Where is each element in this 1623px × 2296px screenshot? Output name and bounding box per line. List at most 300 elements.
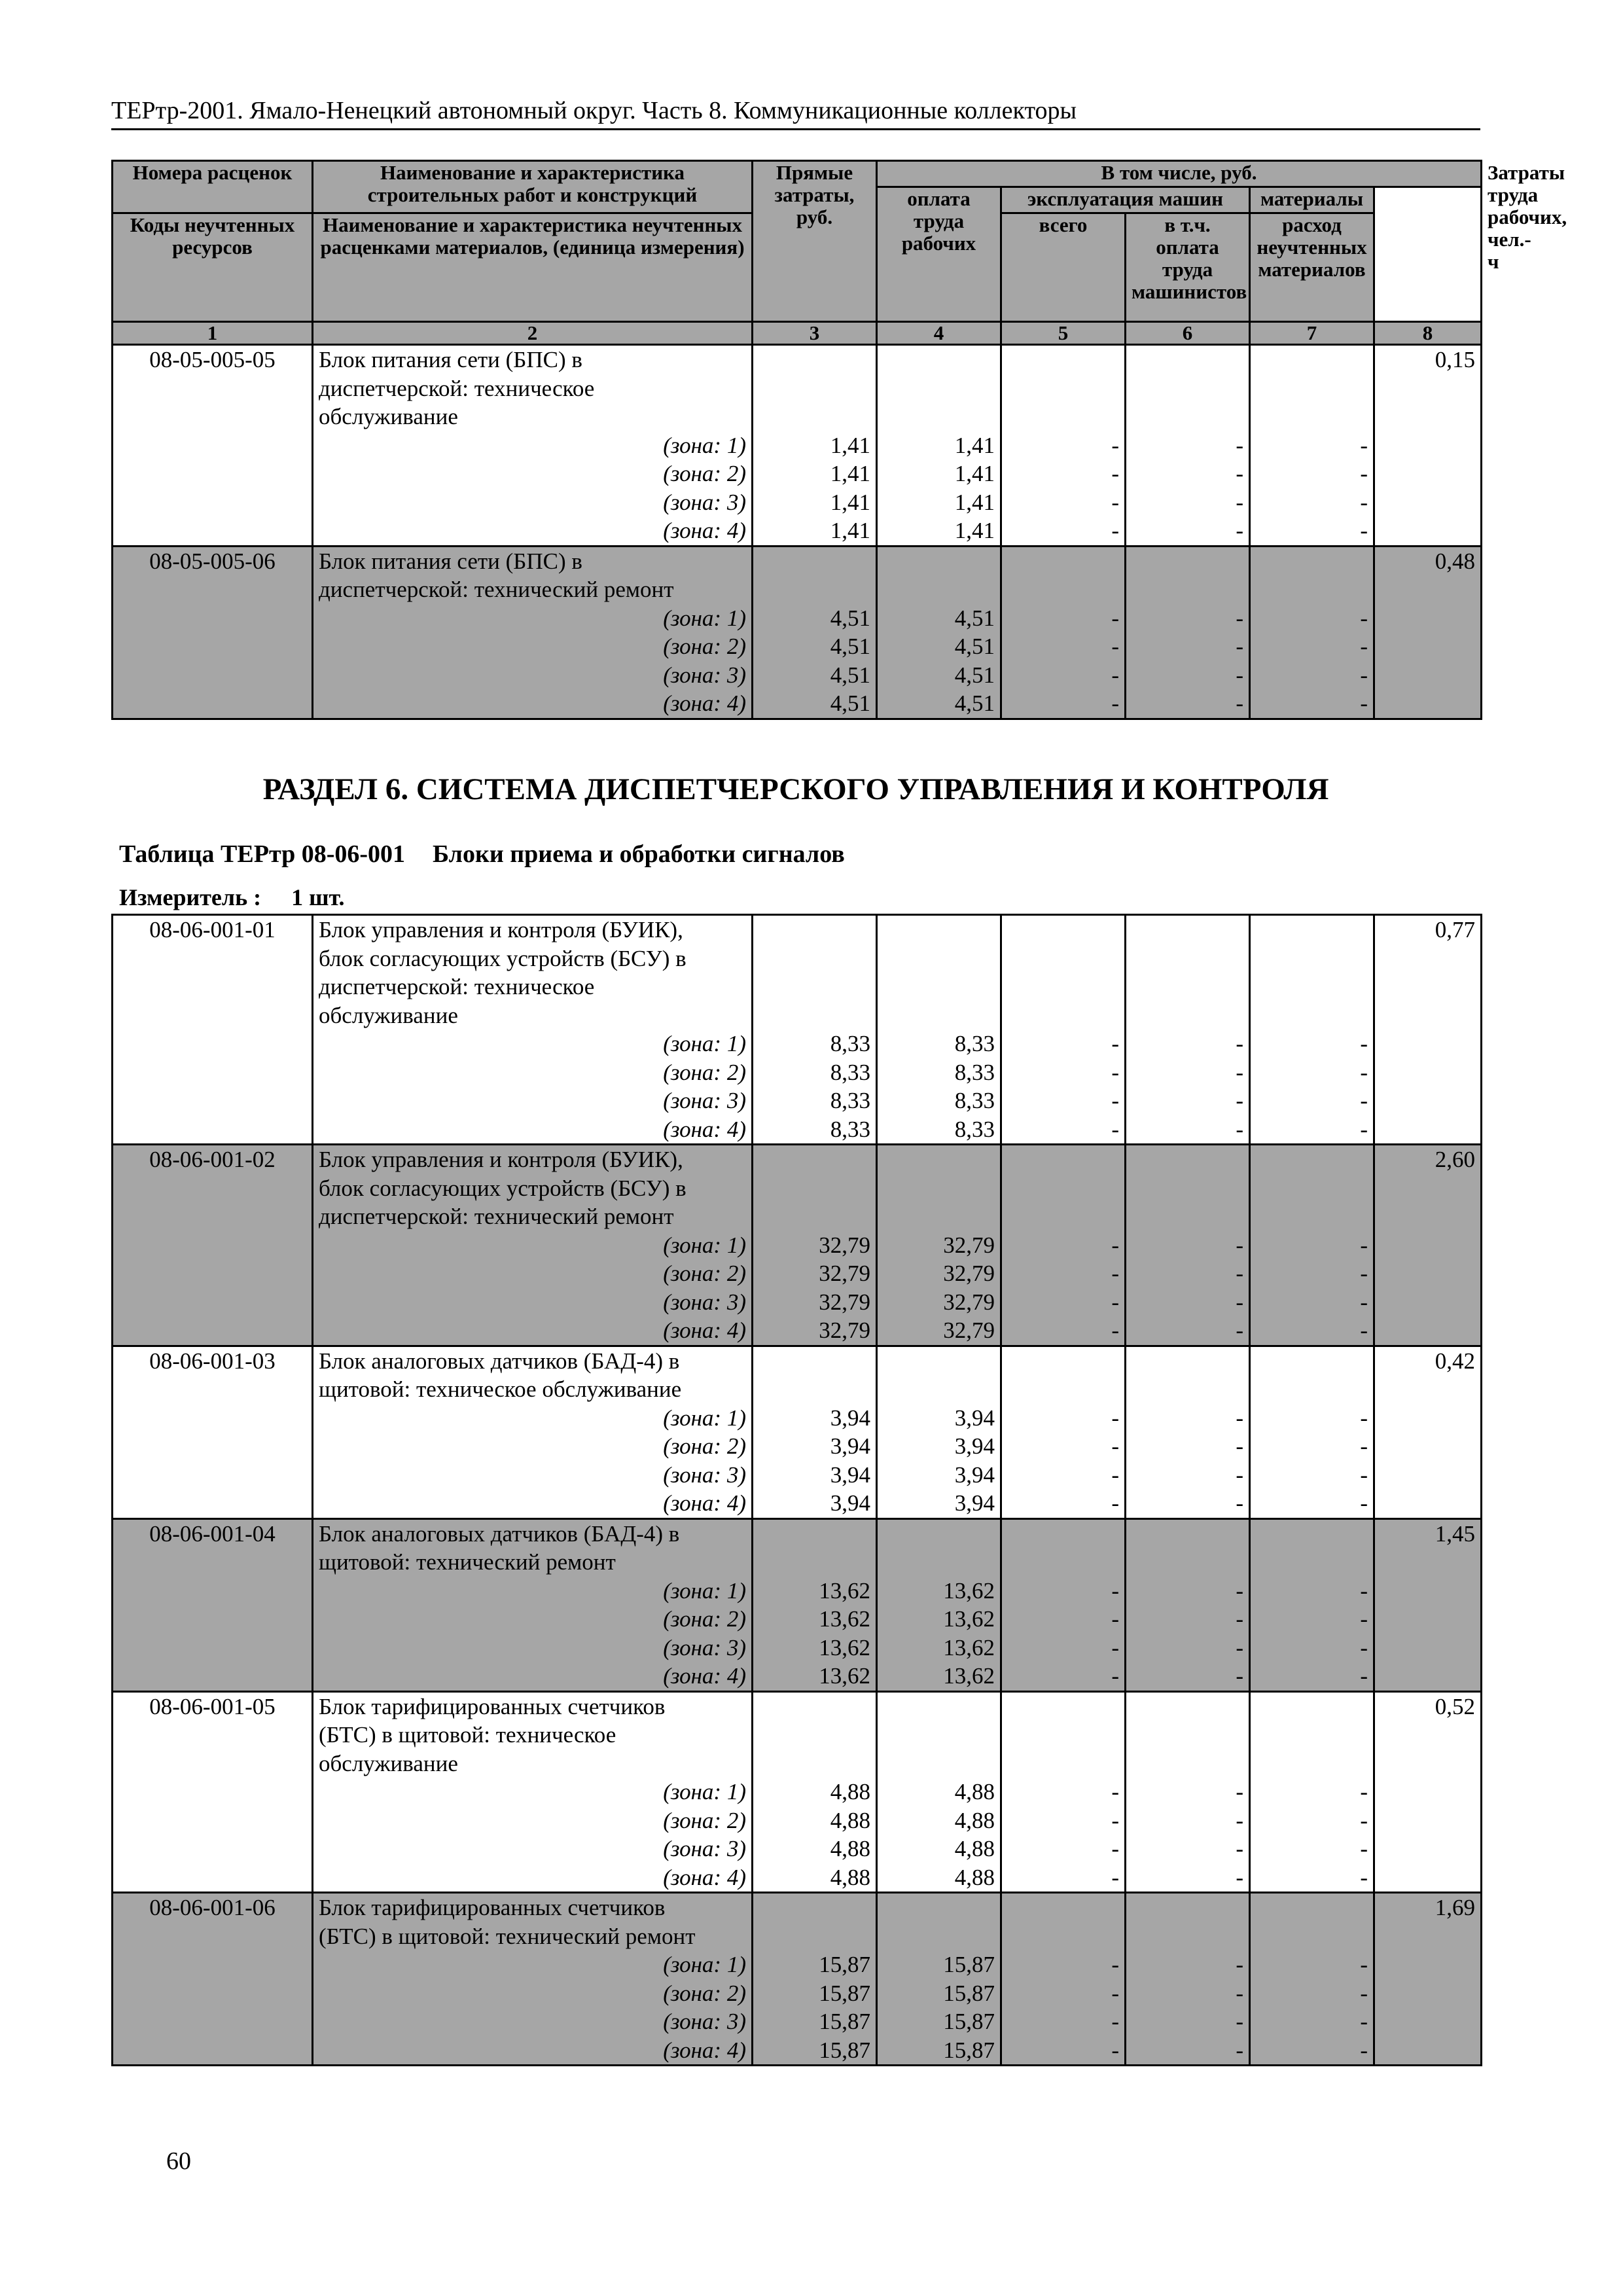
spacer xyxy=(1256,1693,1368,1721)
worker-wage-value: 1,41 xyxy=(954,461,995,486)
direct-costs-value: 15,87 xyxy=(819,1952,870,1977)
material-use-value: - xyxy=(1360,1606,1368,1632)
table-row xyxy=(113,546,1482,719)
header-rate-numbers: Номера расценок xyxy=(113,161,313,213)
material-use xyxy=(1250,345,1374,547)
zone-label: (зона: 1) xyxy=(663,605,746,631)
machinist-wage-value: - xyxy=(1236,1289,1243,1315)
material-use-value: - xyxy=(1360,605,1368,631)
table-row xyxy=(113,1145,1482,1346)
spacer xyxy=(883,1375,995,1404)
spacer xyxy=(1007,1174,1119,1203)
worker-wage-value: 1,41 xyxy=(954,489,995,515)
column-number: 4 xyxy=(877,322,1001,345)
machines-total-value: - xyxy=(1111,432,1119,458)
worker-wage-value: 15,87 xyxy=(943,2009,995,2034)
column-number: 6 xyxy=(1126,322,1250,345)
spacer xyxy=(758,346,870,374)
table-name: Блоки приема и обработки сигналов xyxy=(433,840,845,868)
header-machinist-wage: в т.ч. оплата труда машинистов xyxy=(1126,213,1250,322)
direct-costs-value: 8,33 xyxy=(830,1031,870,1056)
material-use xyxy=(1250,915,1374,1145)
worker-wage-value: 32,79 xyxy=(943,1318,995,1343)
spacer xyxy=(1007,575,1119,604)
labor-costs-value: 2,60 xyxy=(1435,1147,1475,1172)
direct-costs-value: 4,51 xyxy=(830,662,870,688)
column-number: 1 xyxy=(113,322,313,345)
spacer xyxy=(1256,1202,1368,1231)
machines-total-value: - xyxy=(1111,1433,1119,1459)
direct-costs-value: 3,94 xyxy=(830,1462,870,1488)
spacer xyxy=(1256,1548,1368,1577)
description-line: диспетчерской: техническое xyxy=(319,375,595,401)
direct-costs-value: 3,94 xyxy=(830,1405,870,1431)
worker-wage-value: 15,87 xyxy=(943,1952,995,1977)
table-1-body xyxy=(113,345,1482,719)
description-line: Блок тарифицированных счетчиков xyxy=(319,1895,666,1920)
machinist-wage-value: - xyxy=(1236,1059,1243,1085)
machines-total-value: - xyxy=(1111,1232,1119,1258)
spacer xyxy=(758,374,870,403)
labor-costs-value: 0,42 xyxy=(1435,1348,1475,1374)
spacer xyxy=(1132,346,1243,374)
spacer xyxy=(883,1001,995,1030)
spacer xyxy=(1007,1347,1119,1376)
worker-wage-value: 4,88 xyxy=(954,1807,995,1833)
worker-wage-value: 1,41 xyxy=(954,518,995,543)
spacer xyxy=(1132,973,1243,1001)
description-line: диспетчерской: технический ремонт xyxy=(319,577,674,602)
work-description xyxy=(313,915,753,1145)
worker-wage xyxy=(877,1346,1001,1518)
worker-wage xyxy=(877,915,1001,1145)
description-line: Блок управления и контроля (БУИК), xyxy=(319,1147,683,1172)
machinist-wage-value: - xyxy=(1236,1663,1243,1689)
spacer xyxy=(1007,1922,1119,1951)
spacer xyxy=(1132,1721,1243,1749)
machinist-wage-value: - xyxy=(1236,662,1243,688)
worker-wage-value: 3,94 xyxy=(954,1462,995,1488)
spacer xyxy=(1132,1347,1243,1376)
machines-total-value: - xyxy=(1111,2037,1119,2063)
material-use-value: - xyxy=(1360,1433,1368,1459)
rates-table-2 xyxy=(111,914,1482,2066)
running-header: ТЕРтр-2001. Ямало-Ненецкий автономный округ. Часть 8. Коммуникационные коллекторы xyxy=(111,96,1480,130)
direct-costs-value: 15,87 xyxy=(819,2037,870,2063)
labor-costs xyxy=(1374,1893,1482,2066)
material-use-value: - xyxy=(1360,461,1368,486)
zone-label: (зона: 1) xyxy=(663,1405,746,1431)
labor-costs-value: 1,45 xyxy=(1435,1520,1475,1547)
table-code: Таблица ТЕРтр 08-06-001 xyxy=(119,840,406,868)
material-use xyxy=(1250,1893,1374,2066)
header-machines: эксплуатация машин xyxy=(1001,187,1250,213)
machinist-wage-value: - xyxy=(1236,1807,1243,1833)
spacer xyxy=(1007,1548,1119,1577)
direct-costs xyxy=(753,1518,877,1691)
spacer xyxy=(1132,1202,1243,1231)
rate-code-text: 08-06-001-01 xyxy=(149,917,276,942)
machinist-wage-value: - xyxy=(1236,2009,1243,2034)
spacer xyxy=(758,1375,870,1404)
machinist-wage xyxy=(1126,1145,1250,1346)
spacer xyxy=(883,575,995,604)
direct-costs xyxy=(753,345,877,547)
worker-wage-value: 32,79 xyxy=(943,1289,995,1315)
spacer xyxy=(883,1893,995,1922)
spacer xyxy=(883,1693,995,1721)
description-line: (БТС) в щитовой: технический ремонт xyxy=(319,1923,696,1949)
machines-total xyxy=(1001,1145,1126,1346)
spacer xyxy=(1007,973,1119,1001)
machinist-wage xyxy=(1126,915,1250,1145)
rate-code xyxy=(113,1893,313,2066)
description-line: Блок питания сети (БПС) в xyxy=(319,347,582,372)
column-number: 2 xyxy=(313,322,753,345)
column-number: 5 xyxy=(1001,322,1126,345)
direct-costs-value: 13,62 xyxy=(819,1606,870,1632)
machinist-wage-value: - xyxy=(1236,1634,1243,1660)
machinist-wage-value: - xyxy=(1236,1490,1243,1516)
spacer xyxy=(883,1347,995,1376)
spacer xyxy=(758,1520,870,1549)
machinist-wage-value: - xyxy=(1236,1405,1243,1431)
zone-label: (зона: 4) xyxy=(663,691,746,716)
measure-value: 1 шт. xyxy=(291,884,345,910)
machinist-wage-value: - xyxy=(1236,691,1243,716)
zone-label: (зона: 1) xyxy=(663,1952,746,1977)
spacer xyxy=(1132,1145,1243,1174)
direct-costs-value: 1,41 xyxy=(830,432,870,458)
spacer xyxy=(1132,1749,1243,1778)
worker-wage-value: 13,62 xyxy=(943,1634,995,1660)
spacer xyxy=(1256,973,1368,1001)
labor-costs-value: 0,77 xyxy=(1435,917,1475,942)
spacer xyxy=(758,1548,870,1577)
material-use-value: - xyxy=(1360,1980,1368,2006)
header-work-name: Наименование и характеристика строительных работ и конструкций xyxy=(313,161,753,213)
spacer xyxy=(1256,403,1368,431)
direct-costs-value: 13,62 xyxy=(819,1577,870,1604)
machines-total xyxy=(1001,546,1126,719)
direct-costs-value: 1,41 xyxy=(830,489,870,515)
zone-label: (зона: 4) xyxy=(663,1116,746,1142)
machinist-wage-value: - xyxy=(1236,1232,1243,1258)
worker-wage xyxy=(877,345,1001,547)
spacer xyxy=(1256,547,1368,576)
zone-label: (зона: 1) xyxy=(663,1577,746,1604)
machines-total-value: - xyxy=(1111,1577,1119,1604)
machines-total xyxy=(1001,1518,1126,1691)
spacer xyxy=(1132,374,1243,403)
spacer xyxy=(1132,1174,1243,1203)
direct-costs-value: 13,62 xyxy=(819,1663,870,1689)
rate-code xyxy=(113,1145,313,1346)
zone-label: (зона: 2) xyxy=(663,1606,746,1632)
table-row xyxy=(113,1518,1482,1691)
machines-total-value: - xyxy=(1111,1606,1119,1632)
column-number: 7 xyxy=(1250,322,1374,345)
machinist-wage xyxy=(1126,1518,1250,1691)
page-number: 60 xyxy=(166,2147,191,2175)
machines-total-value: - xyxy=(1111,2009,1119,2034)
spacer xyxy=(1007,1893,1119,1922)
machinist-wage xyxy=(1126,546,1250,719)
machinist-wage-value: - xyxy=(1236,1577,1243,1604)
table-row xyxy=(113,345,1482,547)
zone-label: (зона: 1) xyxy=(663,432,746,458)
spacer xyxy=(883,1922,995,1951)
header-machines-total: всего xyxy=(1001,213,1126,322)
column-number: 8 xyxy=(1374,322,1482,345)
worker-wage-value: 4,88 xyxy=(954,1864,995,1890)
labor-costs xyxy=(1374,345,1482,547)
spacer xyxy=(758,1721,870,1749)
zone-label: (зона: 3) xyxy=(663,662,746,688)
rate-code xyxy=(113,345,313,547)
direct-costs-value: 15,87 xyxy=(819,1980,870,2006)
material-use xyxy=(1250,546,1374,719)
material-use xyxy=(1250,1518,1374,1691)
spacer xyxy=(883,1174,995,1203)
worker-wage-value: 15,87 xyxy=(943,2037,995,2063)
rate-code xyxy=(113,1691,313,1893)
machines-total-value: - xyxy=(1111,518,1119,543)
material-use-value: - xyxy=(1360,1864,1368,1890)
material-use-value: - xyxy=(1360,1232,1368,1258)
worker-wage-value: 3,94 xyxy=(954,1433,995,1459)
machinist-wage-value: - xyxy=(1236,1462,1243,1488)
material-use-value: - xyxy=(1360,489,1368,515)
rate-code-text: 08-06-001-03 xyxy=(149,1348,276,1374)
spacer xyxy=(1256,944,1368,973)
header-material-name: Наименование и характеристика неучтенных расценками материалов, (единица измерения) xyxy=(313,213,753,322)
rate-code xyxy=(113,1346,313,1518)
material-use-value: - xyxy=(1360,1807,1368,1833)
machines-total xyxy=(1001,1691,1126,1893)
description-line: диспетчерской: технический ремонт xyxy=(319,1204,674,1229)
spacer xyxy=(1007,374,1119,403)
spacer xyxy=(1007,403,1119,431)
header-resource-codes: Коды неучтенных ресурсов xyxy=(113,213,313,322)
table-title xyxy=(119,839,845,869)
machines-total-value: - xyxy=(1111,1864,1119,1890)
description-line: обслуживание xyxy=(319,404,458,429)
machinist-wage-value: - xyxy=(1236,1980,1243,2006)
worker-wage xyxy=(877,1893,1001,2066)
spacer xyxy=(758,944,870,973)
worker-wage-value: 8,33 xyxy=(954,1116,995,1142)
table-row xyxy=(113,1691,1482,1893)
machines-total-value: - xyxy=(1111,1980,1119,2006)
direct-costs-value: 8,33 xyxy=(830,1116,870,1142)
spacer xyxy=(883,1548,995,1577)
material-use-value: - xyxy=(1360,691,1368,716)
material-use-value: - xyxy=(1360,1318,1368,1343)
direct-costs-value: 8,33 xyxy=(830,1088,870,1113)
spacer xyxy=(1132,944,1243,973)
direct-costs-value: 32,79 xyxy=(819,1318,870,1343)
labor-costs xyxy=(1374,1346,1482,1518)
machinist-wage-value: - xyxy=(1236,1031,1243,1056)
spacer xyxy=(883,1202,995,1231)
material-use-value: - xyxy=(1360,2037,1368,2063)
machines-total-value: - xyxy=(1111,1663,1119,1689)
machinist-wage-value: - xyxy=(1236,1433,1243,1459)
spacer xyxy=(883,374,995,403)
direct-costs-value: 13,62 xyxy=(819,1634,870,1660)
worker-wage-value: 13,62 xyxy=(943,1606,995,1632)
machines-total-value: - xyxy=(1111,1462,1119,1488)
labor-costs xyxy=(1374,546,1482,719)
machines-total-value: - xyxy=(1111,662,1119,688)
description-line: Блок питания сети (БПС) в xyxy=(319,548,582,574)
worker-wage-value: 4,88 xyxy=(954,1836,995,1861)
worker-wage xyxy=(877,1518,1001,1691)
section-title: РАЗДЕЛ 6. СИСТЕМА ДИСПЕТЧЕРСКОГО УПРАВЛЕНИЯ И КОНТРОЛЯ xyxy=(262,772,1329,806)
header-in-total: В том числе, руб. xyxy=(877,161,1482,187)
machinist-wage xyxy=(1126,1893,1250,2066)
column-numbers-row xyxy=(113,322,1482,345)
machinist-wage-value: - xyxy=(1236,461,1243,486)
machines-total-value: - xyxy=(1111,1031,1119,1056)
labor-costs xyxy=(1374,1691,1482,1893)
spacer xyxy=(1256,1145,1368,1174)
machines-total-value: - xyxy=(1111,1405,1119,1431)
machines-total-value: - xyxy=(1111,1116,1119,1142)
description-line: блок согласующих устройств (БСУ) в xyxy=(319,1175,687,1201)
direct-costs xyxy=(753,1893,877,2066)
spacer xyxy=(883,916,995,944)
machinist-wage-value: - xyxy=(1236,432,1243,458)
material-use-value: - xyxy=(1360,1261,1368,1286)
worker-wage-value: 13,62 xyxy=(943,1663,995,1689)
spacer xyxy=(883,973,995,1001)
zone-label: (зона: 4) xyxy=(663,2037,746,2063)
machines-total-value: - xyxy=(1111,1318,1119,1343)
spacer xyxy=(1256,1174,1368,1203)
machinist-wage-value: - xyxy=(1236,605,1243,631)
rate-code-text: 08-06-001-06 xyxy=(149,1895,276,1920)
spacer xyxy=(758,973,870,1001)
work-description xyxy=(313,1691,753,1893)
spacer xyxy=(1256,916,1368,944)
material-use-value: - xyxy=(1360,1462,1368,1488)
material-use-value: - xyxy=(1360,1031,1368,1056)
material-use-value: - xyxy=(1360,1952,1368,1977)
spacer xyxy=(758,1001,870,1030)
description-line: Блок аналоговых датчиков (БАД-4) в xyxy=(319,1348,680,1374)
spacer xyxy=(758,916,870,944)
machines-total xyxy=(1001,345,1126,547)
worker-wage-value: 3,94 xyxy=(954,1405,995,1431)
machines-total-value: - xyxy=(1111,1261,1119,1286)
direct-costs-value: 3,94 xyxy=(830,1490,870,1516)
column-number: 3 xyxy=(753,322,877,345)
direct-costs-value: 15,87 xyxy=(819,2009,870,2034)
spacer xyxy=(883,1749,995,1778)
table-row xyxy=(113,915,1482,1145)
spacer xyxy=(1256,1347,1368,1376)
zone-label: (зона: 3) xyxy=(663,1462,746,1488)
spacer xyxy=(1256,346,1368,374)
spacer xyxy=(1132,1375,1243,1404)
worker-wage-value: 3,94 xyxy=(954,1490,995,1516)
machines-total-value: - xyxy=(1111,489,1119,515)
description-line: Блок управления и контроля (БУИК), xyxy=(319,917,683,942)
machines-total-value: - xyxy=(1111,691,1119,716)
direct-costs xyxy=(753,1691,877,1893)
material-use-value: - xyxy=(1360,1116,1368,1142)
material-use-value: - xyxy=(1360,1577,1368,1604)
zone-label: (зона: 2) xyxy=(663,461,746,486)
worker-wage-value: 4,88 xyxy=(954,1779,995,1804)
zone-label: (зона: 2) xyxy=(663,1261,746,1286)
zone-label: (зона: 2) xyxy=(663,1807,746,1833)
material-use-value: - xyxy=(1360,1405,1368,1431)
spacer xyxy=(1256,1893,1368,1922)
machinist-wage-value: - xyxy=(1236,1836,1243,1861)
table-row xyxy=(113,1346,1482,1518)
direct-costs-value: 1,41 xyxy=(830,461,870,486)
worker-wage-value: 32,79 xyxy=(943,1232,995,1258)
worker-wage-value: 4,51 xyxy=(954,605,995,631)
direct-costs-value: 4,88 xyxy=(830,1864,870,1890)
spacer xyxy=(1007,1749,1119,1778)
spacer xyxy=(1256,1520,1368,1549)
work-description xyxy=(313,546,753,719)
direct-costs-value: 8,33 xyxy=(830,1059,870,1085)
spacer xyxy=(1132,1922,1243,1951)
material-use-value: - xyxy=(1360,1490,1368,1516)
direct-costs-value: 4,51 xyxy=(830,691,870,716)
spacer xyxy=(1132,916,1243,944)
machinist-wage-value: - xyxy=(1236,489,1243,515)
spacer xyxy=(1007,1202,1119,1231)
spacer xyxy=(883,1520,995,1549)
spacer xyxy=(1007,547,1119,576)
spacer xyxy=(1256,1375,1368,1404)
measure-unit xyxy=(119,884,344,911)
spacer xyxy=(758,1749,870,1778)
labor-costs xyxy=(1374,1518,1482,1691)
machines-total-value: - xyxy=(1111,1952,1119,1977)
spacer xyxy=(1256,374,1368,403)
header-worker-wage: оплата труда рабочих xyxy=(877,187,1001,322)
machinist-wage xyxy=(1126,345,1250,547)
machinist-wage-value: - xyxy=(1236,1088,1243,1113)
spacer xyxy=(883,944,995,973)
direct-costs xyxy=(753,546,877,719)
spacer xyxy=(883,1145,995,1174)
material-use xyxy=(1250,1145,1374,1346)
labor-costs-value: 0,15 xyxy=(1435,347,1475,372)
zone-label: (зона: 4) xyxy=(663,1318,746,1343)
direct-costs-value: 3,94 xyxy=(830,1433,870,1459)
direct-costs-value: 32,79 xyxy=(819,1261,870,1286)
spacer xyxy=(758,403,870,431)
machines-total xyxy=(1001,1346,1126,1518)
worker-wage xyxy=(877,1691,1001,1893)
worker-wage-value: 32,79 xyxy=(943,1261,995,1286)
machinist-wage-value: - xyxy=(1236,2037,1243,2063)
material-use-value: - xyxy=(1360,518,1368,543)
direct-costs xyxy=(753,915,877,1145)
spacer xyxy=(1256,1922,1368,1951)
spacer xyxy=(758,1893,870,1922)
material-use-value: - xyxy=(1360,1088,1368,1113)
zone-label: (зона: 3) xyxy=(663,1836,746,1861)
